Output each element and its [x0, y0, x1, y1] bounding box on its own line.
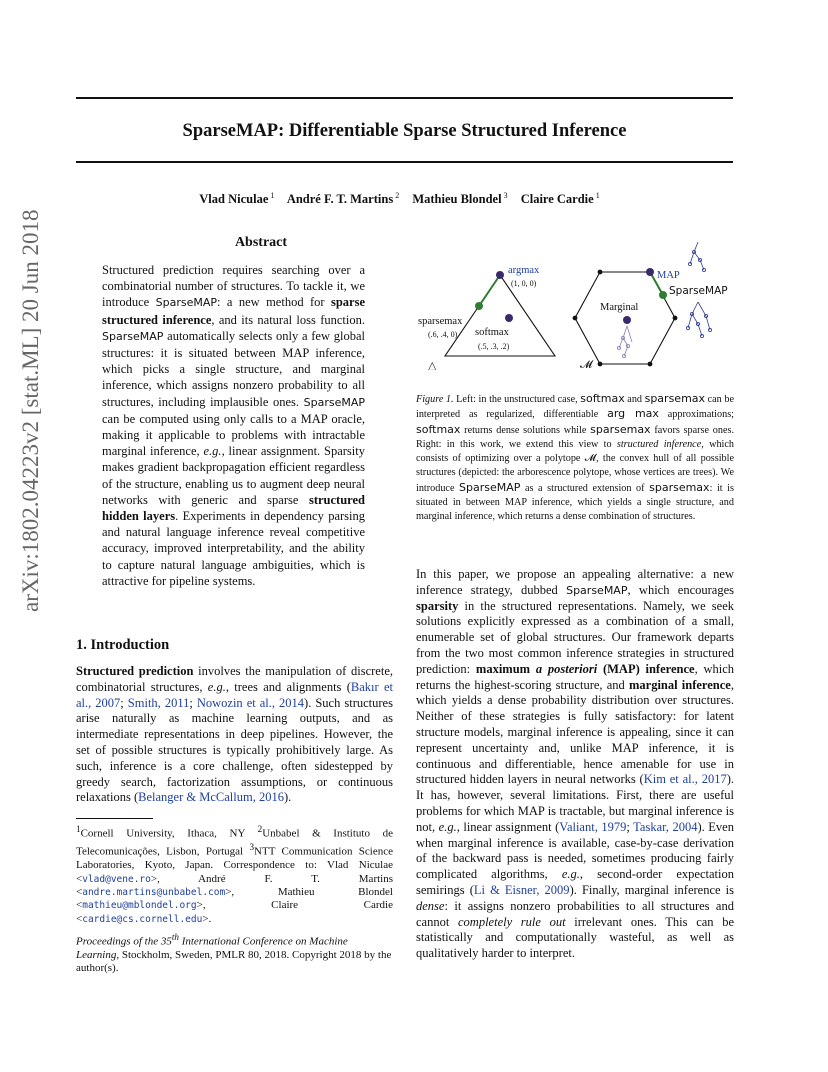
- argmax-label: argmax: [508, 265, 540, 276]
- footnote-rule: [76, 818, 153, 819]
- softmax-label: softmax: [475, 327, 509, 338]
- citation-link[interactable]: Smith, 2011: [127, 695, 190, 710]
- softmax-point: [505, 314, 513, 322]
- simplex-symbol: △: [428, 360, 437, 370]
- marginal-point: [623, 316, 631, 324]
- email-link[interactable]: vlad@vene.ro: [82, 873, 151, 885]
- citation-link[interactable]: Kim et al., 2017: [643, 772, 727, 787]
- map-point: [646, 268, 654, 276]
- sparsemap-tree-icon: [686, 302, 711, 338]
- marginal-tree-icon: [617, 326, 632, 358]
- abstract-text: Structured prediction requires searching over a combinatorial number of structures. To tackle it, we introduce SparseMAP: a new method for sparse structured inference, and its natural loss function. SparseMAP automatically selects only a few global structures: it is situated between MAP inference, which picks a single structure, and marginal inference, which assigns nonzero probability to all structures, including implausible ones. SparseMAP can be computed using only calls to a MAP oracle, making it applicable to problems with intractable marginal inference, e.g., linear assignment. Sparsity makes gradient backpropagation efficient regardless of the structure, enabling us to augment deep neural networks with generic and sparse structured hidden layers. Experiments in dependency parsing and natural language inference reveal competitive accuracy, improved interpretability, and the ability to capture natural language ambiguities, which is attractive for pipeline systems.: [102, 263, 365, 588]
- top-rule: [76, 97, 733, 99]
- citation-link[interactable]: Taskar, 2004: [633, 819, 698, 834]
- author-name: André F. T. Martins: [286, 192, 394, 207]
- vertex-dot: [673, 316, 678, 321]
- email-link[interactable]: andre.martins@unbabel.com: [82, 886, 226, 898]
- author-list: [76, 191, 733, 207]
- paper-title: SparseMAP: Differentiable Sparse Structured Inference: [182, 121, 627, 141]
- proceedings-note: Proceedings of the 35th International Conference on Machine Learning, Stockholm, Sweden, PMLR 80, 2018. Copyright 2018 by the author(s).: [76, 932, 392, 975]
- citation-link[interactable]: Li & Eisner, 2009: [473, 882, 570, 897]
- vertex-dot: [598, 362, 603, 367]
- citation-link[interactable]: Valiant, 1979: [559, 819, 627, 834]
- marginal-label: Marginal: [600, 302, 639, 313]
- author-name: Vlad Niculae: [199, 192, 269, 207]
- map-label: MAP: [657, 270, 680, 281]
- affiliation-mark: 1: [595, 191, 600, 200]
- sparsemax-point: [475, 302, 483, 310]
- author-name: Mathieu Blondel: [412, 192, 502, 207]
- affiliation-mark: 2: [395, 191, 400, 200]
- citation-link[interactable]: Nowozin et al., 2014: [196, 695, 305, 710]
- affiliation-footnote: $^1$Cornell University, Ithaca, NY $^2$Unbabel & Instituto de Telecomunicações, Lisbon, Portugal $^3$NTT Communication Science Laboratories, Kyoto, Japan. Correspondence to: Vlad Niculae <vlad@vene.ro>, André F. T. Martins <andre.martins@unbabel.com>, Mathieu Blondel <mathieu@mblondel.org>, Claire Cardie <cardie@cs.cornell.edu>.: [76, 824, 393, 925]
- author-name: Claire Cardie: [520, 192, 594, 207]
- figure-caption: Figure 1. Left: in the unstructured case, softmax and sparsemax can be interpreted as regularized, differentiable arg max approximations; softmax returns dense solutions while sparsemax favors sparse ones. Right: in this work, we extend this view to structured inference, which consists of optimizing over a polytope 𝓜, the convex hull of all possible structures (depicted: the arborescence polytope, whose vertices are trees). We introduce SparseMAP as a structured extension of sparsemax: it is situated in between MAP inference, which yields a single structure, and marginal inference, which returns a dense combination of structures.: [416, 392, 734, 523]
- citation-link[interactable]: Bakır et al., 2007: [76, 679, 393, 710]
- figure-1: [414, 238, 734, 370]
- sparsemax-edge: [479, 275, 500, 306]
- intro-paragraph: Structured prediction involves the manipulation of discrete, combinatorial structures, e.g., trees and alignments (Bakır et al., 2007; Smith, 2011; Nowozin et al., 2014). Such structures arise naturally as machine learning outputs, and as intermediate representations in deep pipelines. However, the set of possible structures is typically prohibitively large. As such, inference is a core challenge, often sidestepped by greedy search, factorization assumptions, or continuous relaxations (Belanger & McCallum, 2016).: [76, 664, 394, 805]
- sparsemap-label: SparseMAP: [669, 285, 728, 297]
- email-link[interactable]: cardie@cs.cornell.edu: [82, 913, 203, 925]
- argmax-coords: (1, 0, 0): [511, 279, 537, 288]
- sparsemap-point: [659, 291, 667, 299]
- polytope-symbol: 𝓜: [580, 359, 593, 370]
- vertex-dot: [648, 362, 653, 367]
- citation-link[interactable]: Belanger & McCallum, 2016: [138, 790, 284, 805]
- section-heading: 1. Introduction: [76, 637, 170, 653]
- right-column-paragraph: In this paper, we propose an appealing alternative: a new inference strategy, dubbed SparseMAP, which encourages sparsity in the structured representations. Namely, we seek solutions explicitly expressed as a combination of a small, enumerable set of global structures. Our framework departs from the two most common inference strategies in structured prediction: maximum a posteriori (MAP) inference, which returns the highest-scoring structure, and marginal inference, which yields a dense probability distribution over structures. Neither of these strategies is fully satisfactory: for latent structure models, marginal inference is appealing, since it can represent uncertainty and, unlike MAP inference, it is continuous and differentiable, hence amenable for use in structured hidden layers in neural networks (Kim et al., 2017). It has, however, several limitations. First, there are useful problems for which MAP is tractable, but marginal inference is not, e.g., linear assignment (Valiant, 1979; Taskar, 2004). Even when marginal inference is available, case-by-case derivation of the backward pass is needed, sometimes producing fairly complicated algorithms, e.g., second-order expectation semirings (Li & Eisner, 2009). Finally, marginal inference is dense: it assigns nonzero probabilities to all structures and cannot completely rule out irrelevant ones. This can be statistically and computationally wasteful, as well as qualitatively harder to interpret.: [416, 567, 735, 961]
- title-rule: [76, 161, 733, 163]
- affiliation-mark: 1: [270, 191, 275, 200]
- email-link[interactable]: mathieu@mblondel.org: [82, 900, 197, 912]
- softmax-coords: (.5, .3, .2): [478, 342, 510, 351]
- affiliation-mark: 3: [503, 191, 508, 200]
- vertex-dot: [573, 316, 578, 321]
- map-tree-icon: [688, 242, 705, 272]
- sparsemax-coords: (.6, .4, 0): [428, 330, 458, 339]
- vertex-dot: [598, 270, 603, 275]
- arxiv-identifier: arXiv:1802.04223v2 [stat.ML] 20 Jun 2018: [18, 209, 43, 612]
- argmax-point: [496, 271, 504, 279]
- sparsemax-label: sparsemax: [418, 316, 463, 327]
- abstract-heading: Abstract: [234, 235, 288, 250]
